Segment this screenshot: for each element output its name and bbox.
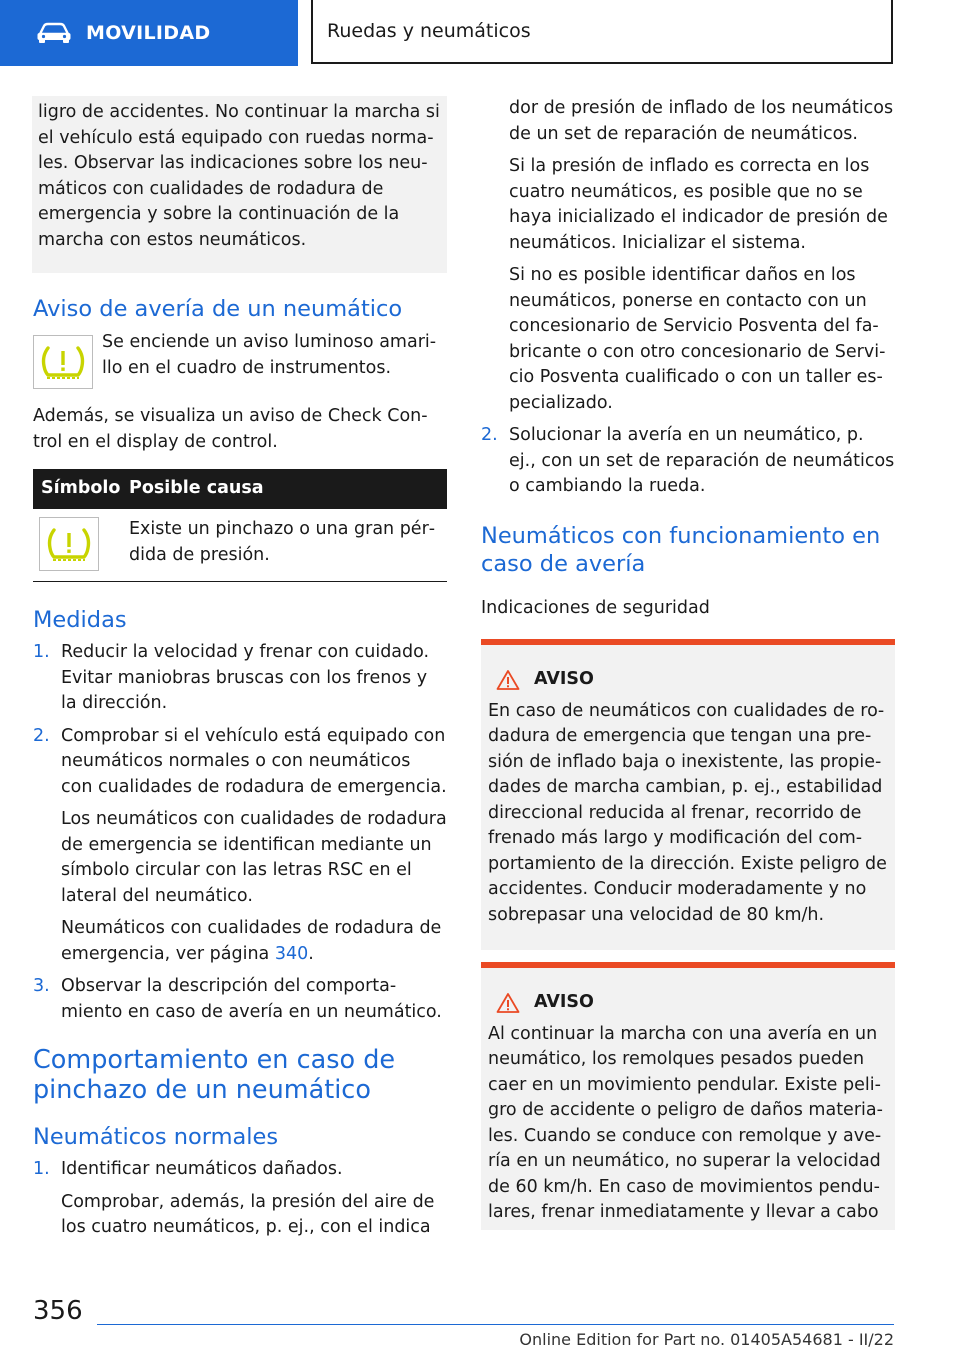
page-ref-end: . bbox=[308, 943, 314, 964]
chapter-title bbox=[311, 0, 893, 64]
warning-light-text: Se enciende un aviso luminoso amarillo en el cuadro de instrumentos. bbox=[102, 332, 437, 378]
intro-text: ligro de accidentes. No continuar la marcha si el vehículo está equipado con ruedas normales. Observar las indicaciones sobre los neumáticos con cualidades de rodadura de emergencia y sobre la continuación de la marcha con estos neumáticos. bbox=[38, 102, 440, 250]
continued-text: dor de presión de inflado de los neumáticos de un set de reparación de neumáticos. bbox=[509, 98, 894, 144]
heading-measures: Medidas bbox=[33, 607, 127, 633]
heading-safety: Indicaciones de seguridad bbox=[481, 597, 710, 618]
paragraph-no-damage: Si no es posible identificar daños en los neumáticos, ponerse en contacto con un concesionario de Servicio Posventa del fabricante o con otro concesionario de Servicio Posventa cualificado o con un taller especializado. bbox=[509, 265, 886, 413]
warning-triangle-icon bbox=[496, 992, 520, 1014]
warning-title-text: AVISO bbox=[534, 992, 594, 1012]
step-text: Identificar neumáticos dañados. bbox=[61, 1159, 343, 1179]
step-number: 1. bbox=[33, 642, 50, 662]
step-number: 1. bbox=[33, 1159, 50, 1179]
chapter-title-text: Ruedas y neumáticos bbox=[327, 20, 531, 42]
warning-title-text: AVISO bbox=[534, 669, 594, 689]
warning-title bbox=[488, 990, 887, 1016]
warning-text: En caso de neumáticos con cualidades de rodadura de emergencia que tengan una presión de inflado baja o inexistente, las propiedades de marcha cambian, p. ej., estabilidad direccional reducida al frenar, recorrido de frenado más largo y modificación del comportamiento de la dirección. Existe peligro de accidentes. Conducir moderadamente y no sobrepasar una velocidad de 80 km/h. bbox=[488, 700, 887, 925]
warning-box-1 bbox=[481, 639, 895, 950]
page-number: 356 bbox=[33, 1296, 83, 1326]
step-number: 2. bbox=[33, 725, 50, 746]
symbol-table bbox=[33, 469, 447, 582]
list-item bbox=[33, 640, 447, 717]
repair-steps-list bbox=[481, 423, 895, 500]
step-subtext: Los neumáticos con cualidades de rodadura de emergencia se identifican mediante un símbolo circular con las letras RSC en el lateral del neumático. bbox=[61, 809, 447, 906]
left-column bbox=[33, 96, 447, 1241]
step-number: 3. bbox=[33, 976, 50, 996]
step-subtext-link bbox=[61, 916, 447, 967]
cause-text: Existe un pinchazo o una gran pérdida de presión. bbox=[121, 509, 447, 582]
measures-list bbox=[33, 640, 447, 1025]
step-text: Comprobar si el vehículo está equipado con neumáticos normales o con neumáticos con cualidades de rodadura de emergencia. bbox=[61, 725, 447, 797]
step-subtext: Comprobar, además, la presión del aire de los cuatro neumáticos, p. ej., con el indica bbox=[61, 1191, 435, 1237]
page-ref-text: Neumáticos con cualidades de rodadura de emergencia, ver página bbox=[61, 918, 442, 964]
car-icon bbox=[36, 22, 72, 44]
heading-puncture-behaviour: Comportamiento en caso de pinchazo de un neumático bbox=[33, 1045, 396, 1105]
step-text: Solucionar la avería en un neumático, p. ej., con un set de reparación de neumáticos o cambiando la rueda. bbox=[509, 425, 895, 496]
page-link[interactable]: 340 bbox=[274, 943, 309, 964]
check-control-text: Además, se visualiza un aviso de Check Control en el display de control. bbox=[33, 406, 428, 452]
table-row bbox=[33, 509, 447, 582]
col-symbol: Símbolo bbox=[33, 469, 121, 509]
heading-runflat-tires: Neumáticos con funcionamiento en caso de avería bbox=[481, 522, 881, 577]
col-cause: Posible causa bbox=[121, 469, 447, 509]
normal-tires-list bbox=[33, 1157, 447, 1241]
paragraph-pressure-ok: Si la presión de inflado es correcta en los cuatro neumáticos, es posible que no se haya inicializado el indicador de presión de neumáticos. Inicializar el sistema. bbox=[509, 156, 888, 253]
warning-light-row bbox=[33, 332, 447, 389]
tpms-table-icon bbox=[39, 517, 99, 571]
step-text: Observar la descripción del comportamiento en caso de avería en un neumático. bbox=[61, 976, 442, 1022]
warning-title bbox=[488, 667, 887, 693]
list-item bbox=[33, 1157, 447, 1241]
tpms-warning-icon bbox=[33, 335, 93, 389]
heading-normal-tires: Neumáticos normales bbox=[33, 1124, 279, 1150]
edition-note: Online Edition for Part no. 01405A54681 - II/22 bbox=[519, 1330, 894, 1349]
warning-box-2 bbox=[481, 962, 895, 1230]
heading-tire-warning: Aviso de avería de un neumático bbox=[33, 296, 403, 322]
intro-box bbox=[32, 96, 447, 273]
list-item bbox=[481, 423, 895, 500]
section-title: MOVILIDAD bbox=[86, 22, 211, 44]
list-item bbox=[33, 724, 447, 968]
warning-triangle-icon bbox=[496, 669, 520, 691]
section-tab bbox=[0, 0, 298, 66]
warning-text: Al continuar la marcha con una avería en un neumático, los remolques pesados pueden caer en un movimiento pendular. Existe peligro de accidente o peligro de daños materiales. Cuando se conduce con remolque y avería en un neumático, no superar la velocidad de 60 km/h. En caso de movimientos pendulares, frenar inmediatamente y llevar a cabo bbox=[488, 1023, 883, 1222]
footer-divider bbox=[97, 1324, 894, 1325]
step-number: 2. bbox=[481, 425, 498, 445]
list-item bbox=[33, 974, 447, 1025]
step-text: Reducir la velocidad y frenar con cuidado. Evitar maniobras bruscas con los frenos y la dirección. bbox=[61, 642, 430, 713]
right-column bbox=[481, 96, 895, 1230]
